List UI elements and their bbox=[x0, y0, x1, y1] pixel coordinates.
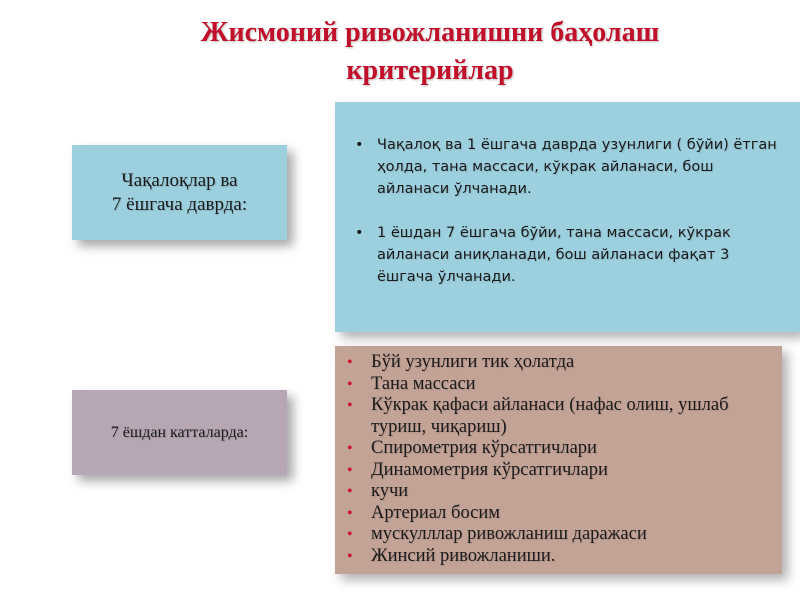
list-item-text: Жинсий ривожланиши. bbox=[371, 545, 556, 566]
title-line-1: Жисмоний ривожланишни баҳолаш bbox=[200, 17, 660, 48]
bullet-icon: • bbox=[347, 461, 353, 479]
list-item bbox=[341, 503, 774, 525]
infant-criteria-list bbox=[355, 134, 790, 288]
list-item bbox=[341, 524, 774, 546]
bullet-icon: • bbox=[347, 526, 353, 543]
list-item bbox=[341, 374, 774, 396]
list-item bbox=[341, 481, 774, 503]
adult-label-box bbox=[72, 390, 287, 475]
bullet-icon: • bbox=[347, 354, 353, 371]
list-item bbox=[341, 438, 774, 460]
list-item bbox=[341, 460, 774, 482]
list-item-text: Бўй узунлиги тик ҳолатда bbox=[371, 352, 575, 372]
list-item-text: Чақалоқ ва 1 ёшгача даврда узунлиги ( бўйи) ётган ҳолда, тана массаси, кўкрак айланаси, бош айланаси ўлчанади. bbox=[377, 137, 777, 197]
infant-label: Чақалоқлар ва 7 ёшгача даврда: bbox=[111, 169, 248, 215]
list-item-text: 1 ёшдан 7 ёшгача бўйи, тана массаси, кўкрак айланаси аниқланади, бош айланаси фақат 3 ёшгача ўлчанади. bbox=[377, 225, 731, 285]
bullet-icon: • bbox=[347, 375, 353, 393]
list-item-text: Спирометрия кўрсатгичлари bbox=[371, 438, 597, 458]
list-item-text: Тана массаси bbox=[371, 373, 476, 394]
list-item-text: Динамометрия кўрсатгичлари bbox=[371, 459, 608, 480]
slide-title bbox=[100, 14, 760, 90]
bullet-icon: • bbox=[355, 137, 364, 153]
bullet-icon: • bbox=[347, 547, 353, 565]
bullet-icon: • bbox=[347, 440, 353, 457]
adult-criteria-box bbox=[335, 346, 782, 574]
adult-criteria-list bbox=[341, 352, 774, 567]
list-item bbox=[341, 546, 774, 568]
list-item-text: кучи bbox=[371, 481, 409, 501]
bullet-icon: • bbox=[347, 397, 353, 414]
list-item-text: Кўкрак қафаси айланаси (нафас олиш, ушлаб туриш, чиқариш) bbox=[371, 395, 729, 437]
bullet-icon: • bbox=[347, 483, 353, 500]
infant-label-box bbox=[72, 145, 287, 240]
list-item bbox=[355, 222, 790, 288]
bullet-icon: • bbox=[355, 225, 364, 241]
list-item bbox=[341, 395, 774, 438]
list-item bbox=[341, 352, 774, 374]
adult-label: 7 ёшдан катталарда: bbox=[110, 423, 249, 441]
infant-criteria-box bbox=[335, 102, 800, 332]
list-item bbox=[355, 134, 790, 200]
list-item-text: Артериал босим bbox=[371, 502, 500, 523]
bullet-icon: • bbox=[347, 504, 353, 522]
list-item-text: мускулллар ривожланиш даражаси bbox=[371, 524, 647, 544]
title-line-2: критерийлар bbox=[346, 55, 514, 86]
